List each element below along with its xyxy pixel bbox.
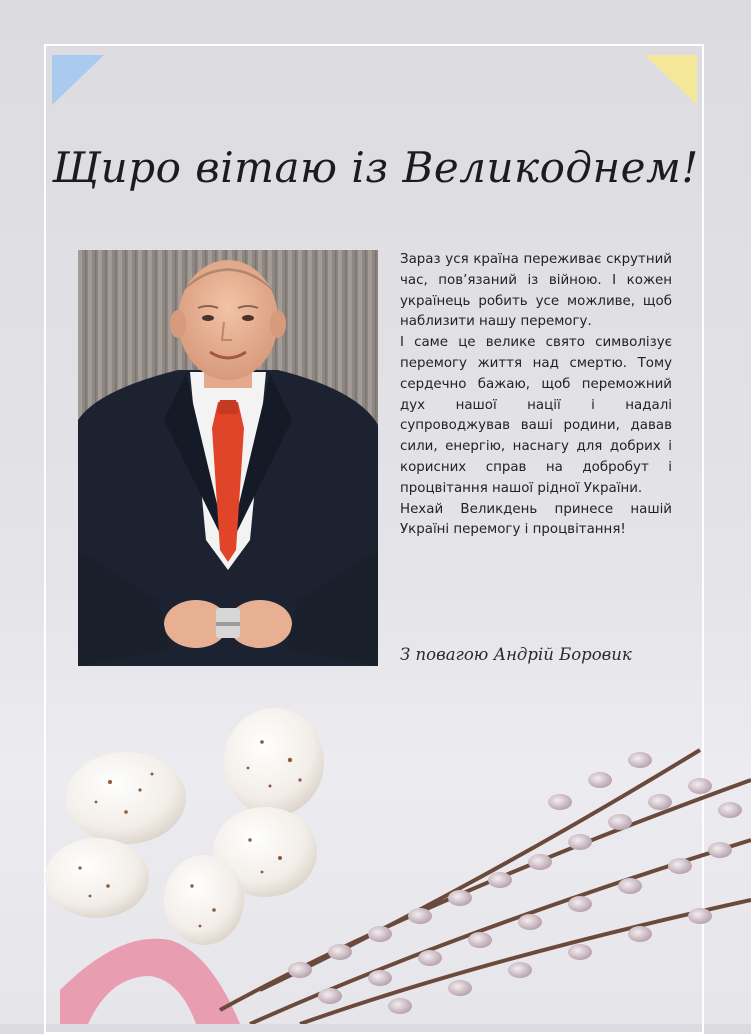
greeting-text (400, 250, 672, 541)
ribbon-icon (60, 939, 240, 1024)
greeting-paragraph: І саме це велике свято символізує перемогу життя над смертю. Тому сердечно бажаю, щоб переможний дух нашої нації і надалі супроводжував ваші родини, давав сили, енергію, наснагу для добрих і корисних справ на добробут і процвітання нашої рідної України. (400, 335, 672, 496)
portrait-illustration (78, 250, 378, 666)
greeting-title: Щиро вітаю із Великоднем! (52, 143, 699, 192)
portrait-photo (78, 250, 378, 666)
greeting-paragraph: Нехай Великдень принесе нашій Україні перемогу і процвітання! (400, 501, 672, 538)
egg-icon (45, 708, 324, 945)
greeting-paragraph: Зараз уся країна переживає скрутний час, пов’язаний із війною. І кожен українець робить усе можливе, щоб наблизити нашу перемогу. (400, 252, 672, 330)
blue-corner-flag-icon (52, 55, 104, 105)
yellow-corner-flag-icon (645, 55, 697, 105)
signature: З повагою Андрій Боровик (400, 645, 632, 664)
easter-eggs-and-willow-decoration (0, 690, 751, 1024)
